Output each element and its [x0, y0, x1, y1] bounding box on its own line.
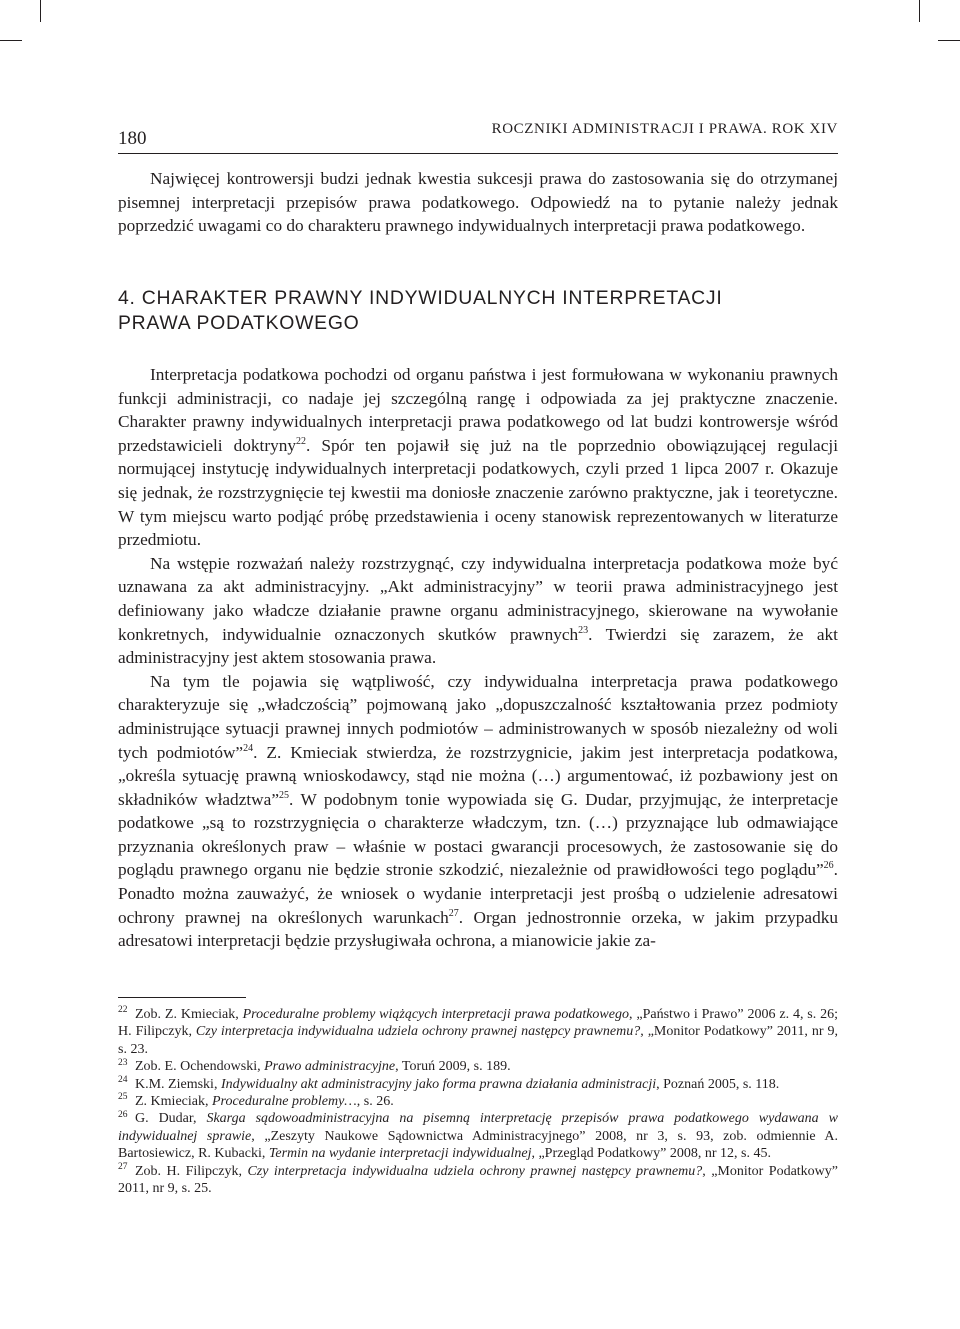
footnote-reference: 22 — [296, 436, 307, 448]
crop-mark — [919, 0, 920, 22]
body-paragraph — [118, 552, 838, 670]
text-run: Zob. E. Ochendowski, — [135, 1059, 265, 1075]
crop-mark — [938, 40, 960, 41]
page-number: 180 — [118, 128, 147, 149]
section-body — [118, 363, 838, 953]
text-run: G. Dudar, — [135, 1111, 207, 1127]
text-run: . Twierdzi się zarazem, że akt administracyjny jest aktem stosowania prawa. — [118, 624, 838, 668]
text-run: . W podobnym tonie wypowiada się G. Dudar, przyjmując, że interpretacje podatkowe „są to rozstrzygnięcia o charakterze władczym, tzn. (…) przyznające lub odmawiające przyznania określonych praw – właśnie w postaci gwarancji procesowych, że zastosowanie się do poglądu prawnego organu nie będzie stronie szkodzić, niezależnie od prawidłowości tego poglądu” — [118, 789, 838, 880]
citation-title: Indywidualny akt administracyjny jako forma prawna działania administracji — [220, 1076, 657, 1092]
footnotes — [118, 1006, 838, 1197]
footnote-reference: 25 — [279, 789, 289, 801]
text-run: , „Przegląd Podatkowy” 2008, nr 12, s. 45. — [531, 1146, 771, 1162]
footnote: 23 Zob. E. Ochendowski, Prawo administracyjne, Toruń 2009, s. 189. — [118, 1057, 511, 1075]
crop-mark — [0, 40, 22, 41]
running-head: ROCZNIKI ADMINISTRACJI I PRAWA. ROK XIV — [491, 121, 838, 137]
footnote-reference: 23 — [578, 624, 589, 636]
header-rule — [118, 153, 838, 154]
body-paragraph — [118, 363, 838, 552]
citation-title: Czy interpretacja indywidualna udziela ochrony prawnej następcy prawnemu? — [195, 1024, 641, 1040]
text-run: , „Zeszyty Naukowe Sądownictwa Administracyjnego” 2008, nr 3, s. 93, zob. odmiennie A. Bartosiewicz, R. Kubacki, — [118, 1128, 838, 1162]
text-run: . Spór ten pojawił się już na tle poprzednio obowiązującej regulacji normującej instytucję indywidualnych interpretacji podatkowych, czyli przed 1 lipca 2007 r. Okazuje się jednak, że rozstrzygnięcie tej kwestii ma doniosłe znaczenie zarówno praktyczne, jak i teoretyczne. W tym miejscu warto podjąć próbę przedstawienia i oceny stanowisk reprezentowanych w literaturze przedmiotu. — [118, 435, 839, 550]
citation-title: Prawo administracyjne — [264, 1059, 396, 1075]
citation-title: Proceduralne problemy… — [211, 1094, 357, 1110]
citation-title: Skarga sądowoadministracyjna na pisemną interpretację przepisów prawa podatkowego wydawana w indywidualnej sprawie — [118, 1111, 838, 1144]
text-run: . Ponadto można zauważyć, że wniosek o wydanie interpretacji jest prośbą o udzielenie adresatowi ochrony prawnej na określonych warunkach — [118, 860, 838, 927]
crop-mark — [40, 0, 41, 22]
text-run: , „Monitor Podatkowy” 2011, nr 9, s. 25. — [118, 1163, 838, 1197]
body-paragraph — [118, 670, 838, 953]
text-run: Na wstępie rozważań należy rozstrzygnąć, czy indywidualna interpretacja podatkowa może być uznawana za akt administracyjny. „Akt administracyjny” w teorii prawa administracyjnego jest definiowany jako władcze działanie prawne organu administracyjnego, skierowane na wywołanie konkretnych, indywidualnie oznaczonych skutków prawnych — [118, 553, 838, 644]
footnote-reference: 27 — [448, 907, 459, 919]
text-run: Zob. Z. Kmieciak, — [135, 1007, 243, 1022]
text-run: Z. Kmieciak, — [135, 1094, 212, 1110]
citation-title: Czy interpretacja indywidualna udziela ochrony prawnej następcy prawnemu? — [247, 1163, 703, 1179]
text-run: . Organ jednostronnie orzeka, w jakim przypadku adresatowi interpretacji będzie przysługiwała ochrona, a mianowicie jakie za- — [118, 907, 839, 951]
text-run: K.M. Ziemski, — [135, 1076, 221, 1092]
footnote-reference: 26 — [823, 860, 834, 872]
text-run: . Z. Kmieciak stwierdza, że rozstrzygnicie, jakim jest interpretacja podatkowa, „określa sytuację prawną wnioskodawcy, stąd nie można (…) argumentować, iż pozbawiony jest on składników władztwa” — [118, 742, 838, 809]
text-run: Na tym tle pojawia się wątpliwość, czy indywidualna interpretacja prawa podatkowego charakteryzuje się „władczością” pojmowaną jako „dopuszczalność kształtowania przez podmioty administrujące sytuacji prawnej innych podmiotów – administrowanych w sposób niezależny od woli tych podmiotów” — [118, 671, 838, 762]
footnote: 24 K.M. Ziemski, Indywidualny akt administracyjny jako forma prawna działania administracji, Poznań 2005, s. 118. — [118, 1074, 780, 1092]
text-run: , Toruń 2009, s. 189. — [395, 1059, 511, 1075]
text-run: Zob. H. Filipczyk, — [135, 1163, 248, 1179]
citation-title: Proceduralne problemy wiążących interpretacji prawa podatkowego — [242, 1007, 629, 1022]
footnote: 27 Zob. H. Filipczyk, Czy interpretacja indywidualna udziela ochrony prawnej następcy prawnemu?, „Monitor Podatkowy” 2011, nr 9, s. 25. — [118, 1162, 838, 1197]
section-heading-line: 4. CHARAKTER PRAWNY INDYWIDUALNYCH INTERPRETACJI — [118, 287, 723, 309]
text-run: , „Monitor Podatkowy” 2011, nr 9, s. 23. — [118, 1024, 838, 1057]
citation-title: Termin na wydanie interpretacji indywidualnej — [268, 1146, 532, 1162]
text-run: , Poznań 2005, s. 118. — [656, 1076, 780, 1092]
footnote: 26 G. Dudar, Skarga sądowoadministracyjna na pisemną interpretację przepisów prawa podatkowego wydawana w indywidualnej sprawie, „Zeszyty Naukowe Sądownictwa Administracyjnego” 2008, nr 3, s. 93, zob. odmiennie A. Bartosiewicz, R. Kubacki, Termin na wydanie interpretacji indywidualnej, „Przegląd Podatkowy” 2008, nr 12, s. 45. — [118, 1109, 838, 1162]
footnote-reference: 24 — [243, 742, 254, 754]
footnote: 25 Z. Kmieciak, Proceduralne problemy…, s. 26. — [118, 1092, 394, 1110]
text-run: Interpretacja podatkowa pochodzi od organu państwa i jest formułowana w wykonaniu prawnych funkcji administracji, co nadaje jej szczególną rangę i odpowiada za jej praktyczne znaczenie. Charakter prawny indywidualnych interpretacji prawa podatkowego od lat budzi kontrowersje wśród przedstawicieli doktryny — [118, 365, 838, 455]
text-run: , „Państwo i Prawo” 2006 z. 4, s. 26; H. Filipczyk, — [118, 1007, 839, 1040]
footnote: 22 Zob. Z. Kmieciak, Proceduralne problemy wiążących interpretacji prawa podatkowego, „Państwo i Prawo” 2006 z. 4, s. 26; H. Filipczyk, Czy interpretacja indywidualna udziela ochrony prawnej następcy prawnemu?, „Monitor Podatkowy” 2011, nr 9, s. 23. — [118, 1005, 839, 1057]
intro-paragraph-text: Najwięcej kontrowersji budzi jednak kwestia sukcesji prawa do zastosowania się do otrzymanej pisemnej interpretacji przepisów prawa podatkowego. Odpowiedź na to pytanie należy jednak poprzedzić uwagami co do charakteru prawnego indywidualnych interpretacji prawa podatkowego. — [118, 169, 838, 236]
text-run: , s. 26. — [356, 1094, 394, 1110]
intro-paragraph — [118, 167, 838, 238]
section-heading — [118, 286, 838, 336]
section-heading-line: PRAWA PODATKOWEGO — [118, 312, 360, 334]
footnote-rule — [118, 997, 246, 998]
